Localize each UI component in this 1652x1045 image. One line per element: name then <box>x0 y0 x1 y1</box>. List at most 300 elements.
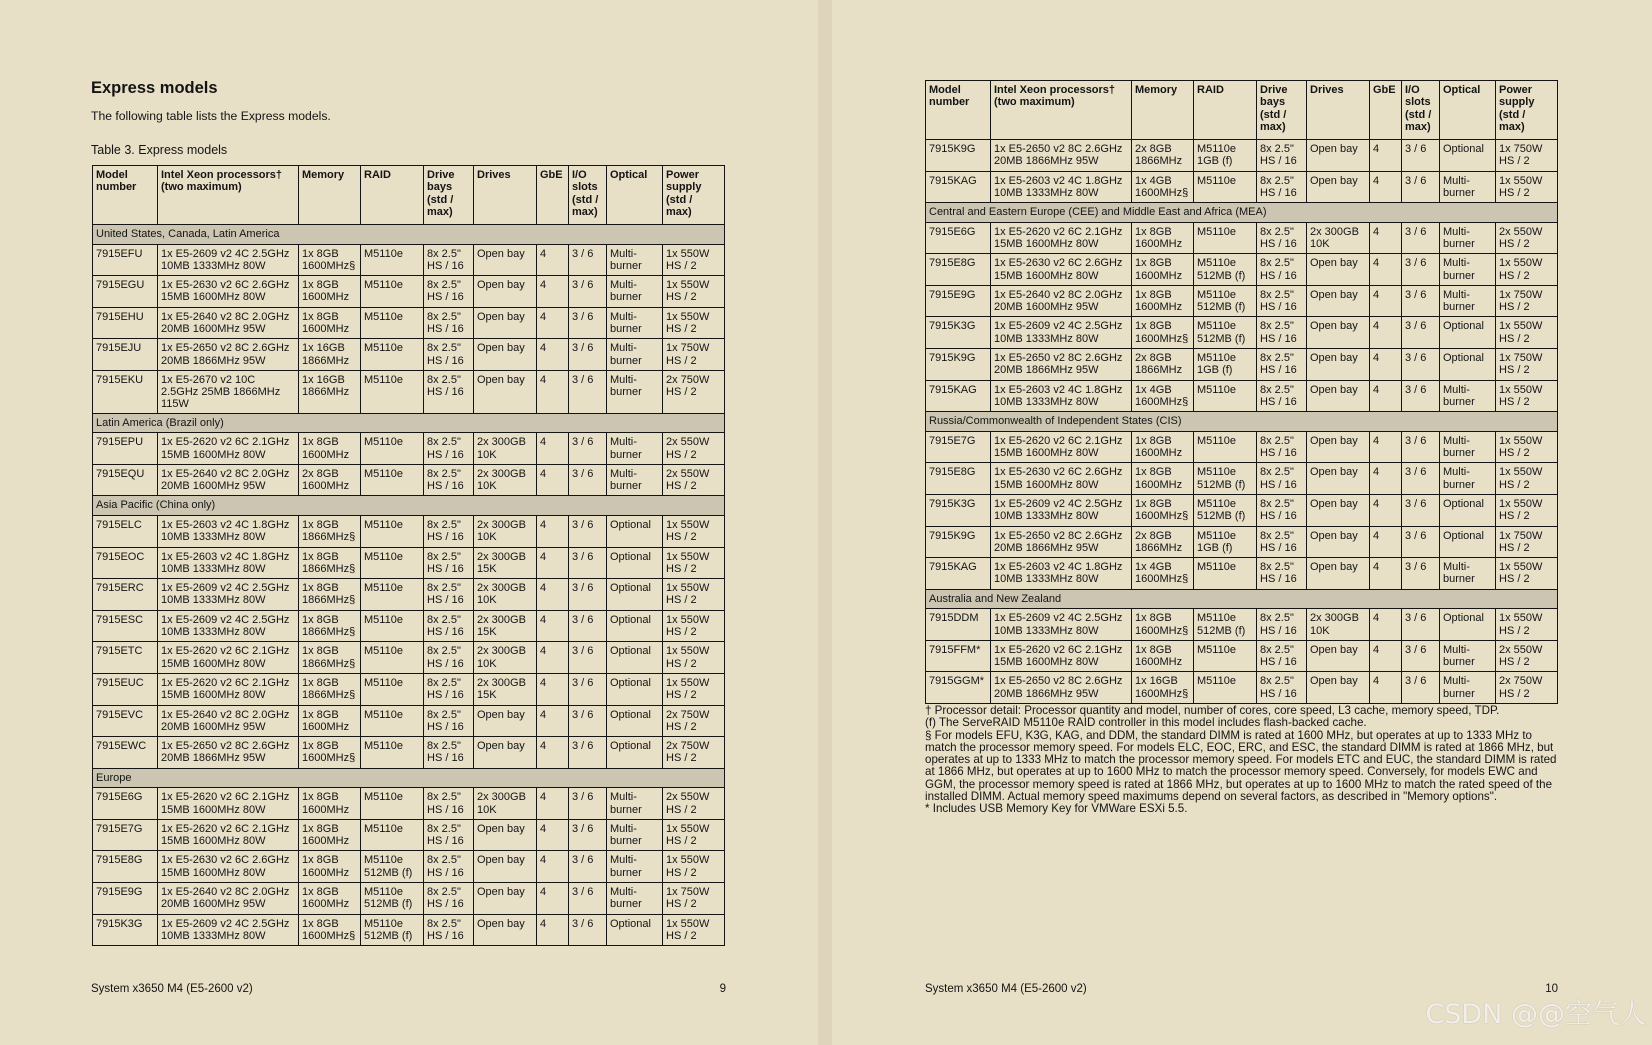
cell-model-number: 7915K9G <box>926 140 991 172</box>
cell-drives: Open bay <box>474 276 537 308</box>
column-header-drive-bays: Drive bays (std / max) <box>424 166 474 225</box>
model-row <box>93 610 725 642</box>
express-models-table <box>92 165 725 946</box>
cell-io-slots: 3 / 6 <box>569 307 607 339</box>
cell-processor: 1x E5-2620 v2 6C 2.1GHz 15MB 1600MHz 80W <box>158 788 299 820</box>
cell-raid: M5110e 512MB (f) <box>1194 254 1257 286</box>
cell-io-slots: 3 / 6 <box>569 433 607 465</box>
cell-gbe: 4 <box>1370 317 1402 349</box>
cell-gbe: 4 <box>537 882 569 914</box>
cell-drive-bays: 8x 2.5" HS / 16 <box>424 788 474 820</box>
model-row <box>93 547 725 579</box>
cell-drives: Open bay <box>474 819 537 851</box>
cell-gbe: 4 <box>537 339 569 371</box>
cell-drives: Open bay <box>1307 140 1370 172</box>
cell-io-slots: 3 / 6 <box>569 705 607 737</box>
region-label: Russia/Commonwealth of Independent States (CIS) <box>926 412 1558 432</box>
cell-io-slots: 3 / 6 <box>569 339 607 371</box>
cell-model-number: 7915EGU <box>93 276 158 308</box>
cell-io-slots: 3 / 6 <box>569 547 607 579</box>
footer-title: System x3650 M4 (E5-2600 v2) <box>925 983 1087 995</box>
cell-processor: 1x E5-2620 v2 6C 2.1GHz 15MB 1600MHz 80W <box>991 431 1132 463</box>
cell-memory: 1x 16GB 1600MHz§ <box>1132 672 1194 704</box>
cell-raid: M5110e <box>1194 640 1257 672</box>
cell-io-slots: 3 / 6 <box>569 819 607 851</box>
cell-drives: Open bay <box>1307 431 1370 463</box>
cell-power-supply: 1x 550W HS / 2 <box>1496 171 1558 203</box>
cell-io-slots: 3 / 6 <box>1402 609 1440 641</box>
cell-optical: Multi- burner <box>607 819 663 851</box>
cell-model-number: 7915E6G <box>926 222 991 254</box>
cell-memory: 1x 8GB 1600MHz <box>299 307 361 339</box>
cell-memory: 1x 8GB 1866MHz§ <box>299 673 361 705</box>
cell-raid: M5110e <box>361 244 424 276</box>
cell-memory: 1x 8GB 1600MHz <box>299 276 361 308</box>
cell-raid: M5110e 512MB (f) <box>361 882 424 914</box>
cell-memory: 2x 8GB 1600MHz <box>299 464 361 496</box>
cell-model-number: 7915DDM <box>926 609 991 641</box>
cell-memory: 1x 8GB 1600MHz§ <box>299 914 361 946</box>
cell-memory: 1x 8GB 1866MHz§ <box>299 642 361 674</box>
cell-drive-bays: 8x 2.5" HS / 16 <box>1257 171 1307 203</box>
cell-power-supply: 1x 550W HS / 2 <box>663 547 725 579</box>
cell-drive-bays: 8x 2.5" HS / 16 <box>424 339 474 371</box>
footer-title: System x3650 M4 (E5-2600 v2) <box>91 983 253 995</box>
model-row <box>93 673 725 705</box>
column-header-memory: Memory <box>1132 81 1194 140</box>
cell-model-number: 7915FFM* <box>926 640 991 672</box>
column-header-raid: RAID <box>1194 81 1257 140</box>
model-row <box>93 276 725 308</box>
region-row <box>93 413 725 433</box>
cell-memory: 1x 4GB 1600MHz§ <box>1132 171 1194 203</box>
cell-io-slots: 3 / 6 <box>569 914 607 946</box>
cell-io-slots: 3 / 6 <box>1402 526 1440 558</box>
cell-raid: M5110e <box>361 339 424 371</box>
cell-optical: Optional <box>607 737 663 769</box>
cell-raid: M5110e 1GB (f) <box>1194 349 1257 381</box>
cell-power-supply: 1x 550W HS / 2 <box>1496 254 1558 286</box>
cell-memory: 1x 8GB 1600MHz§ <box>299 737 361 769</box>
cell-power-supply: 2x 750W HS / 2 <box>663 370 725 413</box>
cell-memory: 1x 8GB 1600MHz <box>299 882 361 914</box>
cell-optical: Multi- burner <box>607 276 663 308</box>
left-page <box>0 0 818 1045</box>
model-row <box>93 819 725 851</box>
cell-drives: Open bay <box>1307 526 1370 558</box>
cell-model-number: 7915E7G <box>926 431 991 463</box>
cell-optical: Multi- burner <box>607 788 663 820</box>
cell-io-slots: 3 / 6 <box>569 642 607 674</box>
cell-drive-bays: 8x 2.5" HS / 16 <box>424 579 474 611</box>
cell-raid: M5110e 1GB (f) <box>1194 526 1257 558</box>
cell-io-slots: 3 / 6 <box>569 673 607 705</box>
cell-io-slots: 3 / 6 <box>569 579 607 611</box>
cell-drives: Open bay <box>474 339 537 371</box>
cell-model-number: 7915KAG <box>926 380 991 412</box>
model-row <box>93 882 725 914</box>
cell-processor: 1x E5-2620 v2 6C 2.1GHz 15MB 1600MHz 80W <box>991 222 1132 254</box>
cell-memory: 1x 8GB 1600MHz <box>1132 222 1194 254</box>
cell-drives: Open bay <box>1307 317 1370 349</box>
cell-memory: 1x 8GB 1600MHz§ <box>1132 317 1194 349</box>
cell-raid: M5110e <box>361 464 424 496</box>
cell-gbe: 4 <box>537 914 569 946</box>
cell-power-supply: 2x 750W HS / 2 <box>663 705 725 737</box>
cell-io-slots: 3 / 6 <box>569 737 607 769</box>
cell-drive-bays: 8x 2.5" HS / 16 <box>424 882 474 914</box>
model-row <box>93 788 725 820</box>
table-header-row <box>93 166 725 225</box>
cell-power-supply: 1x 550W HS / 2 <box>1496 431 1558 463</box>
column-header-io-slots: I/O slots (std / max) <box>1402 81 1440 140</box>
cell-drive-bays: 8x 2.5" HS / 16 <box>424 276 474 308</box>
cell-power-supply: 1x 550W HS / 2 <box>1496 380 1558 412</box>
cell-drives: Open bay <box>1307 672 1370 704</box>
cell-memory: 1x 8GB 1866MHz§ <box>299 579 361 611</box>
cell-raid: M5110e 512MB (f) <box>1194 317 1257 349</box>
column-header-model-number: Model number <box>93 166 158 225</box>
cell-drives: Open bay <box>1307 380 1370 412</box>
cell-optical: Multi- burner <box>1440 558 1496 590</box>
model-row <box>93 851 725 883</box>
model-row <box>93 433 725 465</box>
cell-processor: 1x E5-2620 v2 6C 2.1GHz 15MB 1600MHz 80W <box>158 433 299 465</box>
cell-drives: 2x 300GB 15K <box>474 610 537 642</box>
cell-processor: 1x E5-2630 v2 6C 2.6GHz 15MB 1600MHz 80W <box>991 254 1132 286</box>
cell-io-slots: 3 / 6 <box>569 788 607 820</box>
cell-optical: Multi- burner <box>1440 640 1496 672</box>
cell-raid: M5110e <box>1194 431 1257 463</box>
cell-power-supply: 1x 550W HS / 2 <box>1496 317 1558 349</box>
cell-processor: 1x E5-2630 v2 6C 2.6GHz 15MB 1600MHz 80W <box>158 851 299 883</box>
cell-processor: 1x E5-2620 v2 6C 2.1GHz 15MB 1600MHz 80W <box>991 640 1132 672</box>
cell-gbe: 4 <box>1370 349 1402 381</box>
cell-memory: 1x 8GB 1600MHz <box>1132 285 1194 317</box>
cell-model-number: 7915EQU <box>93 464 158 496</box>
region-row <box>93 496 725 516</box>
cell-memory: 1x 8GB 1600MHz§ <box>299 244 361 276</box>
cell-gbe: 4 <box>1370 609 1402 641</box>
cell-model-number: 7915E8G <box>926 463 991 495</box>
cell-processor: 1x E5-2609 v2 4C 2.5GHz 10MB 1333MHz 80W <box>158 244 299 276</box>
cell-drive-bays: 8x 2.5" HS / 16 <box>1257 640 1307 672</box>
model-row <box>926 558 1558 590</box>
cell-drives: 2x 300GB 10K <box>474 788 537 820</box>
cell-processor: 1x E5-2640 v2 8C 2.0GHz 20MB 1600MHz 95W <box>158 464 299 496</box>
cell-drive-bays: 8x 2.5" HS / 16 <box>1257 285 1307 317</box>
model-row <box>93 705 725 737</box>
cell-io-slots: 3 / 6 <box>1402 672 1440 704</box>
cell-processor: 1x E5-2609 v2 4C 2.5GHz 10MB 1333MHz 80W <box>991 317 1132 349</box>
cell-model-number: 7915E9G <box>926 285 991 317</box>
cell-optical: Multi- burner <box>607 882 663 914</box>
cell-power-supply: 2x 550W HS / 2 <box>663 788 725 820</box>
column-header-gbe: GbE <box>1370 81 1402 140</box>
column-header-gbe: GbE <box>537 166 569 225</box>
column-header-raid: RAID <box>361 166 424 225</box>
cell-gbe: 4 <box>1370 640 1402 672</box>
cell-gbe: 4 <box>1370 254 1402 286</box>
cell-processor: 1x E5-2620 v2 6C 2.1GHz 15MB 1600MHz 80W <box>158 673 299 705</box>
model-row <box>93 307 725 339</box>
cell-gbe: 4 <box>537 737 569 769</box>
cell-optical: Multi- burner <box>1440 380 1496 412</box>
model-row <box>926 380 1558 412</box>
cell-gbe: 4 <box>1370 140 1402 172</box>
column-header-optical: Optical <box>1440 81 1496 140</box>
cell-raid: M5110e <box>361 737 424 769</box>
cell-drives: 2x 300GB 10K <box>474 579 537 611</box>
column-header-processor: Intel Xeon processors† (two maximum) <box>991 81 1132 140</box>
table-caption: Table 3. Express models <box>91 143 228 157</box>
cell-power-supply: 1x 550W HS / 2 <box>663 244 725 276</box>
cell-processor: 1x E5-2609 v2 4C 2.5GHz 10MB 1333MHz 80W <box>991 609 1132 641</box>
model-row <box>93 339 725 371</box>
cell-drives: Open bay <box>1307 463 1370 495</box>
cell-raid: M5110e <box>361 433 424 465</box>
cell-drive-bays: 8x 2.5" HS / 16 <box>424 819 474 851</box>
cell-raid: M5110e <box>361 705 424 737</box>
cell-optical: Multi- burner <box>607 464 663 496</box>
cell-gbe: 4 <box>537 307 569 339</box>
cell-power-supply: 2x 750W HS / 2 <box>663 737 725 769</box>
cell-memory: 1x 8GB 1866MHz§ <box>299 547 361 579</box>
model-row <box>93 737 725 769</box>
model-row <box>926 285 1558 317</box>
cell-drive-bays: 8x 2.5" HS / 16 <box>1257 526 1307 558</box>
region-row <box>93 768 725 788</box>
page-gutter <box>818 0 832 1045</box>
watermark: CSDN @@空气人 <box>1425 999 1646 1030</box>
cell-gbe: 4 <box>1370 222 1402 254</box>
model-row <box>926 222 1558 254</box>
cell-drive-bays: 8x 2.5" HS / 16 <box>424 642 474 674</box>
cell-memory: 1x 8GB 1600MHz <box>1132 431 1194 463</box>
cell-raid: M5110e <box>361 819 424 851</box>
cell-memory: 2x 8GB 1866MHz <box>1132 349 1194 381</box>
cell-processor: 1x E5-2603 v2 4C 1.8GHz 10MB 1333MHz 80W <box>991 558 1132 590</box>
cell-raid: M5110e 512MB (f) <box>361 914 424 946</box>
cell-io-slots: 3 / 6 <box>569 370 607 413</box>
cell-io-slots: 3 / 6 <box>1402 558 1440 590</box>
cell-drives: Open bay <box>474 914 537 946</box>
cell-raid: M5110e <box>1194 672 1257 704</box>
cell-optical: Optional <box>607 914 663 946</box>
cell-model-number: 7915ELC <box>93 515 158 547</box>
model-row <box>926 609 1558 641</box>
cell-gbe: 4 <box>537 610 569 642</box>
cell-memory: 1x 8GB 1600MHz <box>299 819 361 851</box>
cell-optical: Multi- burner <box>607 851 663 883</box>
cell-processor: 1x E5-2650 v2 8C 2.6GHz 20MB 1866MHz 95W <box>991 349 1132 381</box>
cell-drive-bays: 8x 2.5" HS / 16 <box>424 610 474 642</box>
cell-optical: Multi- burner <box>607 244 663 276</box>
cell-drives: 2x 300GB 10K <box>474 433 537 465</box>
cell-processor: 1x E5-2650 v2 8C 2.6GHz 20MB 1866MHz 95W <box>158 339 299 371</box>
cell-drives: 2x 300GB 15K <box>474 547 537 579</box>
cell-drives: Open bay <box>474 737 537 769</box>
cell-memory: 2x 8GB 1866MHz <box>1132 526 1194 558</box>
cell-drives: 2x 300GB 15K <box>474 673 537 705</box>
cell-drives: Open bay <box>474 307 537 339</box>
cell-optical: Optional <box>1440 349 1496 381</box>
region-label: Australia and New Zealand <box>926 589 1558 609</box>
cell-raid: M5110e 512MB (f) <box>1194 463 1257 495</box>
cell-power-supply: 1x 750W HS / 2 <box>663 339 725 371</box>
cell-io-slots: 3 / 6 <box>1402 254 1440 286</box>
cell-io-slots: 3 / 6 <box>1402 380 1440 412</box>
cell-processor: 1x E5-2603 v2 4C 1.8GHz 10MB 1333MHz 80W <box>158 547 299 579</box>
intro-paragraph: The following table lists the Express models. <box>91 109 331 123</box>
cell-optical: Multi- burner <box>1440 222 1496 254</box>
cell-processor: 1x E5-2670 v2 10C 2.5GHz 25MB 1866MHz 115W <box>158 370 299 413</box>
page-number: 9 <box>719 983 726 995</box>
cell-io-slots: 3 / 6 <box>569 244 607 276</box>
cell-model-number: 7915KAG <box>926 171 991 203</box>
cell-optical: Multi- burner <box>1440 672 1496 704</box>
cell-drive-bays: 8x 2.5" HS / 16 <box>424 914 474 946</box>
cell-power-supply: 1x 550W HS / 2 <box>663 515 725 547</box>
cell-power-supply: 1x 550W HS / 2 <box>663 307 725 339</box>
cell-raid: M5110e 512MB (f) <box>1194 609 1257 641</box>
cell-io-slots: 3 / 6 <box>1402 431 1440 463</box>
cell-model-number: 7915EVC <box>93 705 158 737</box>
cell-optical: Optional <box>1440 140 1496 172</box>
cell-drive-bays: 8x 2.5" HS / 16 <box>1257 222 1307 254</box>
cell-optical: Optional <box>1440 494 1496 526</box>
column-header-io-slots: I/O slots (std / max) <box>569 166 607 225</box>
cell-drives: 2x 300GB 10K <box>474 464 537 496</box>
cell-drive-bays: 8x 2.5" HS / 16 <box>424 244 474 276</box>
region-row <box>926 589 1558 609</box>
column-header-memory: Memory <box>299 166 361 225</box>
cell-io-slots: 3 / 6 <box>1402 285 1440 317</box>
column-header-drives: Drives <box>474 166 537 225</box>
cell-optical: Multi- burner <box>1440 254 1496 286</box>
model-row <box>93 515 725 547</box>
cell-power-supply: 1x 550W HS / 2 <box>1496 463 1558 495</box>
cell-model-number: 7915EFU <box>93 244 158 276</box>
model-row <box>926 171 1558 203</box>
footnote-flash-backed-cache: (f) The ServeRAID M5110e RAID controller in this model includes flash-backed cache. <box>925 716 1367 730</box>
cell-memory: 1x 8GB 1600MHz <box>1132 463 1194 495</box>
cell-drives: Open bay <box>1307 254 1370 286</box>
cell-gbe: 4 <box>537 433 569 465</box>
cell-processor: 1x E5-2630 v2 6C 2.6GHz 15MB 1600MHz 80W <box>158 276 299 308</box>
cell-raid: M5110e 1GB (f) <box>1194 140 1257 172</box>
cell-memory: 1x 8GB 1600MHz <box>299 788 361 820</box>
cell-gbe: 4 <box>537 244 569 276</box>
cell-model-number: 7915E6G <box>93 788 158 820</box>
cell-io-slots: 3 / 6 <box>1402 140 1440 172</box>
cell-raid: M5110e <box>361 515 424 547</box>
cell-optical: Optional <box>607 547 663 579</box>
cell-raid: M5110e <box>361 610 424 642</box>
cell-raid: M5110e <box>361 370 424 413</box>
cell-model-number: 7915EPU <box>93 433 158 465</box>
model-row <box>926 494 1558 526</box>
cell-processor: 1x E5-2603 v2 4C 1.8GHz 10MB 1333MHz 80W <box>991 171 1132 203</box>
cell-memory: 1x 8GB 1866MHz§ <box>299 515 361 547</box>
cell-power-supply: 1x 550W HS / 2 <box>663 914 725 946</box>
cell-model-number: 7915EHU <box>93 307 158 339</box>
cell-io-slots: 3 / 6 <box>569 610 607 642</box>
cell-memory: 1x 8GB 1600MHz <box>1132 640 1194 672</box>
cell-optical: Optional <box>607 642 663 674</box>
cell-gbe: 4 <box>1370 526 1402 558</box>
cell-power-supply: 1x 550W HS / 2 <box>663 673 725 705</box>
cell-drive-bays: 8x 2.5" HS / 16 <box>424 464 474 496</box>
cell-memory: 1x 8GB 1600MHz§ <box>1132 609 1194 641</box>
model-row <box>93 642 725 674</box>
cell-optical: Multi- burner <box>607 307 663 339</box>
cell-gbe: 4 <box>1370 463 1402 495</box>
cell-io-slots: 3 / 6 <box>569 515 607 547</box>
model-row <box>93 464 725 496</box>
cell-optical: Optional <box>607 705 663 737</box>
cell-drive-bays: 8x 2.5" HS / 16 <box>1257 431 1307 463</box>
cell-drives: Open bay <box>1307 640 1370 672</box>
cell-drive-bays: 8x 2.5" HS / 16 <box>424 673 474 705</box>
cell-gbe: 4 <box>537 276 569 308</box>
cell-io-slots: 3 / 6 <box>1402 463 1440 495</box>
cell-model-number: 7915EJU <box>93 339 158 371</box>
cell-power-supply: 2x 550W HS / 2 <box>1496 222 1558 254</box>
cell-io-slots: 3 / 6 <box>1402 494 1440 526</box>
cell-drives: Open bay <box>474 851 537 883</box>
cell-raid: M5110e <box>1194 222 1257 254</box>
cell-gbe: 4 <box>1370 285 1402 317</box>
cell-model-number: 7915ETC <box>93 642 158 674</box>
cell-drive-bays: 8x 2.5" HS / 16 <box>1257 140 1307 172</box>
model-row <box>93 244 725 276</box>
section-heading: Express models <box>91 79 218 97</box>
model-row <box>926 140 1558 172</box>
cell-power-supply: 1x 550W HS / 2 <box>663 642 725 674</box>
footnote-usb-memory-key: * Includes USB Memory Key for VMWare ESXi 5.5. <box>925 802 1188 816</box>
cell-drives: Open bay <box>474 705 537 737</box>
model-row <box>93 579 725 611</box>
column-header-power-supply: Power supply (std / max) <box>663 166 725 225</box>
region-label: United States, Canada, Latin America <box>93 225 725 245</box>
model-row <box>93 370 725 413</box>
cell-drive-bays: 8x 2.5" HS / 16 <box>1257 463 1307 495</box>
region-row <box>93 225 725 245</box>
cell-processor: 1x E5-2603 v2 4C 1.8GHz 10MB 1333MHz 80W <box>991 380 1132 412</box>
cell-raid: M5110e 512MB (f) <box>1194 285 1257 317</box>
cell-drives: Open bay <box>1307 285 1370 317</box>
cell-memory: 1x 8GB 1600MHz <box>299 851 361 883</box>
cell-memory: 1x 8GB 1600MHz <box>1132 254 1194 286</box>
cell-processor: 1x E5-2640 v2 8C 2.0GHz 20MB 1600MHz 95W <box>158 307 299 339</box>
cell-model-number: 7915K9G <box>926 349 991 381</box>
cell-model-number: 7915E7G <box>93 819 158 851</box>
cell-drive-bays: 8x 2.5" HS / 16 <box>1257 317 1307 349</box>
cell-gbe: 4 <box>1370 380 1402 412</box>
cell-power-supply: 2x 550W HS / 2 <box>663 433 725 465</box>
cell-power-supply: 1x 750W HS / 2 <box>1496 285 1558 317</box>
cell-power-supply: 1x 550W HS / 2 <box>663 579 725 611</box>
cell-io-slots: 3 / 6 <box>1402 349 1440 381</box>
cell-drives: 2x 300GB 10K <box>1307 609 1370 641</box>
region-label: Central and Eastern Europe (CEE) and Middle East and Africa (MEA) <box>926 203 1558 223</box>
cell-io-slots: 3 / 6 <box>569 882 607 914</box>
cell-power-supply: 1x 550W HS / 2 <box>663 819 725 851</box>
cell-io-slots: 3 / 6 <box>1402 317 1440 349</box>
cell-drive-bays: 8x 2.5" HS / 16 <box>424 515 474 547</box>
cell-model-number: 7915EOC <box>93 547 158 579</box>
